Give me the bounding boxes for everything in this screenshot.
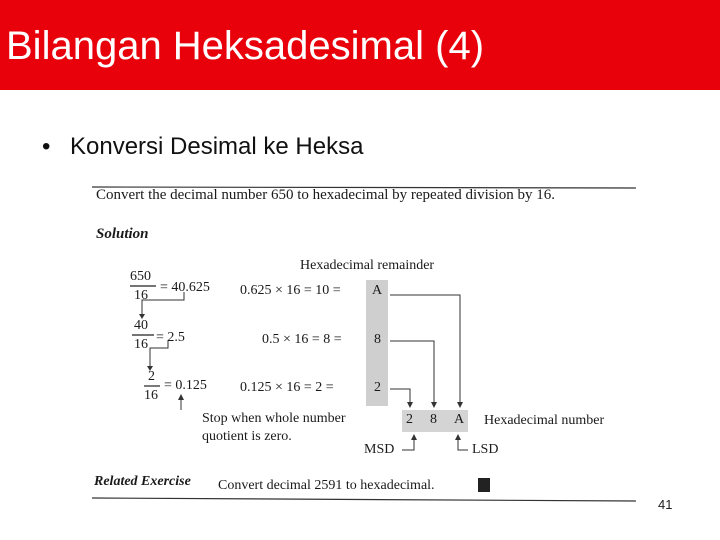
quotient-1: = 40.625 — [160, 280, 210, 295]
arrowhead-2 — [407, 402, 413, 408]
quotient-2: = 2.5 — [156, 330, 185, 345]
result-digit-msd: 2 — [406, 412, 413, 427]
remainder-digit-3: 2 — [374, 380, 381, 395]
lsd-label: LSD — [472, 442, 499, 457]
bullet-item — [42, 133, 363, 161]
arrowhead-A — [457, 402, 463, 408]
result-digit-lsd: A — [454, 412, 465, 427]
arrowhead-8 — [431, 402, 437, 408]
slide-title: Bilangan Heksadesimal (4) — [6, 24, 485, 68]
remainder-digit-2: 8 — [374, 332, 381, 347]
divisor-1: 16 — [134, 288, 148, 303]
bullet-dot: • — [42, 133, 51, 160]
dividend-2: 40 — [134, 318, 148, 333]
example-figure — [84, 178, 644, 506]
product-1: 0.625 × 16 = 10 = — [240, 283, 341, 298]
arrow-8 — [390, 341, 434, 404]
problem-statement: Convert the decimal number 650 to hexadecimal by repeated division by 16. — [96, 187, 556, 203]
stop-arrowhead — [178, 394, 184, 400]
title-bar — [0, 0, 720, 90]
product-2: 0.5 × 16 = 8 = — [262, 332, 342, 347]
dividend-1: 650 — [130, 269, 151, 284]
bullet-text: Konversi Desimal ke Heksa — [70, 133, 364, 160]
quotient-3: = 0.125 — [164, 378, 207, 393]
msd-label: MSD — [364, 442, 395, 457]
bottom-rule — [92, 498, 636, 501]
result-label: Hexadecimal number — [484, 413, 605, 428]
solution-label: Solution — [96, 226, 149, 242]
related-exercise-text: Convert decimal 2591 to hexadecimal. — [218, 478, 435, 493]
divisor-2: 16 — [134, 337, 148, 352]
product-3: 0.125 × 16 = 2 = — [240, 380, 334, 395]
arrow-A — [390, 295, 460, 404]
end-marker — [478, 478, 490, 492]
stop-note-line2: quotient is zero. — [202, 429, 292, 444]
related-exercise-label: Related Exercise — [94, 474, 191, 489]
lsd-arrowhead — [455, 434, 461, 440]
divisor-3: 16 — [144, 388, 158, 403]
page-number: 41 — [658, 497, 673, 512]
dividend-3: 2 — [148, 369, 155, 384]
remainder-header: Hexadecimal remainder — [300, 258, 435, 273]
remainder-digit-1: A — [372, 283, 383, 298]
stop-note-line1: Stop when whole number — [202, 411, 346, 426]
result-digit-middle: 8 — [430, 412, 437, 427]
msd-arrowhead — [411, 434, 417, 440]
arrow-2 — [390, 389, 410, 404]
